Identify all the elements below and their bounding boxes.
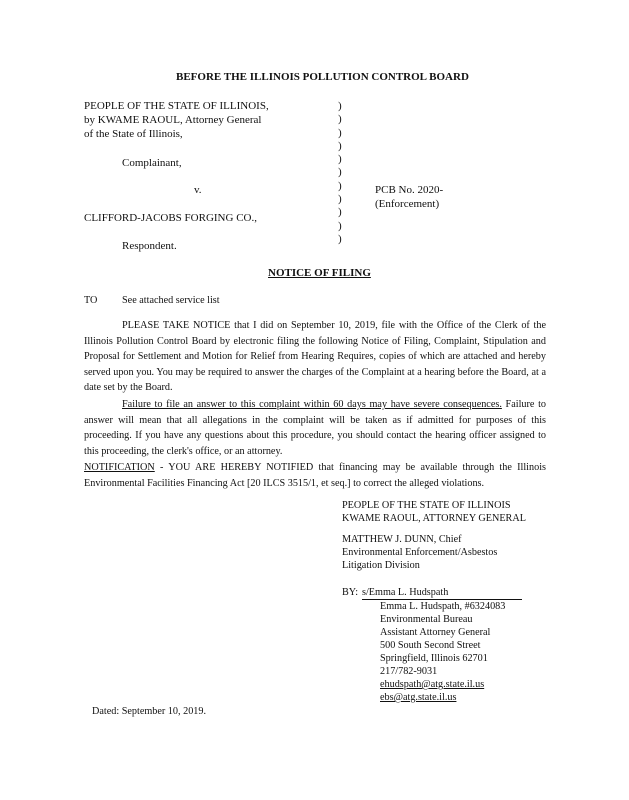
sig-org-line-2: KWAME RAOUL, ATTORNEY GENERAL [342,513,526,524]
plaintiff-line-1: PEOPLE OF THE STATE OF ILLINOIS, [84,100,269,112]
caption-paren: ) [338,206,342,219]
versus-label: v. [194,184,202,196]
dated-line: Dated: September 10, 2019. [92,706,207,717]
caption-paren: ) [338,139,342,152]
by-label: BY: [342,587,359,598]
warning-rest: Failure to answer will mean that all allegations in the complaint will be taken as if admitted for purposes of this proceeding. If you have any questions about this procedure, you should contact the hearing officer assigned to this proceeding, the clerk's office, or an attorney. [84,399,547,457]
addr-line-4: 500 South Second Street [380,640,481,651]
complainant-label: Complainant, [122,157,182,169]
notification-rest: - YOU ARE HEREBY NOTIFIED that financing may be available through the Illinois Environmental Facilities Financing Act [20 ILCS 3515/1, et seq.] to correct the alleged violations. [84,462,546,489]
email-link-1[interactable]: ehudspath@atg.state.il.us [380,679,485,690]
notification-label: NOTIFICATION [84,462,155,473]
plaintiff-line-3: of the State of Illinois, [84,128,183,140]
sig-chief-line-1: MATTHEW J. DUNN, Chief [342,534,462,545]
caption-paren: ) [338,179,342,192]
notice-paragraph-2 [84,397,546,459]
case-number: PCB No. 2020- [375,184,444,196]
notice-paragraph-1: PLEASE TAKE NOTICE that I did on September 10, 2019, file with the Office of the Clerk of the Illinois Pollution Control Board by electronic filing the following Notice of Filing, Complaint, Stipulation and Proposal for Settlement and Motion for Relief from Hearing Requires, copies of which are attached and hereby served upon you. You may be required to answer the charges of the Complaint at a hearing before the Board, at a date set by the Board. [84,320,546,393]
case-type: (Enforcement) [375,198,440,210]
notice-title: NOTICE OF FILING [268,267,371,279]
caption-paren: ) [338,100,342,112]
email-link-2[interactable]: ebs@atg.state.il.us [380,692,457,703]
caption-paren: ) [338,153,342,166]
board-header-title: BEFORE THE ILLINOIS POLLUTION CONTROL BOARD [176,71,469,83]
respondent-label: Respondent. [122,240,177,252]
addr-line-5: Springfield, Illinois 62701 [380,653,488,664]
addr-line-6: 217/782-9031 [380,666,438,677]
addr-line-3: Assistant Attorney General [380,627,491,638]
caption-paren-column [338,100,342,246]
caption-paren: ) [338,126,342,139]
to-label: TO [84,295,98,306]
by-signature: s/Emma L. Hudspath [362,587,522,600]
warning-underlined: Failure to file an answer to this complaint within 60 days may have severe consequences. [122,399,502,410]
caption-paren: ) [338,232,342,245]
notification-paragraph [84,460,546,491]
to-value: See attached service list [122,295,220,306]
addr-line-1: Emma L. Hudspath, #6324083 [380,601,506,612]
sig-org-line-1: PEOPLE OF THE STATE OF ILLINOIS [342,500,511,511]
sig-chief-line-2: Environmental Enforcement/Asbestos [342,547,498,558]
defendant-name: CLIFFORD-JACOBS FORGING CO., [84,212,257,224]
caption-paren: ) [338,219,342,232]
plaintiff-line-2: by KWAME RAOUL, Attorney General [84,114,262,126]
sig-chief-line-3: Litigation Division [342,560,420,571]
caption-paren: ) [338,113,342,126]
addr-line-2: Environmental Bureau [380,614,473,625]
caption-paren: ) [338,166,342,179]
caption-paren: ) [338,193,342,206]
